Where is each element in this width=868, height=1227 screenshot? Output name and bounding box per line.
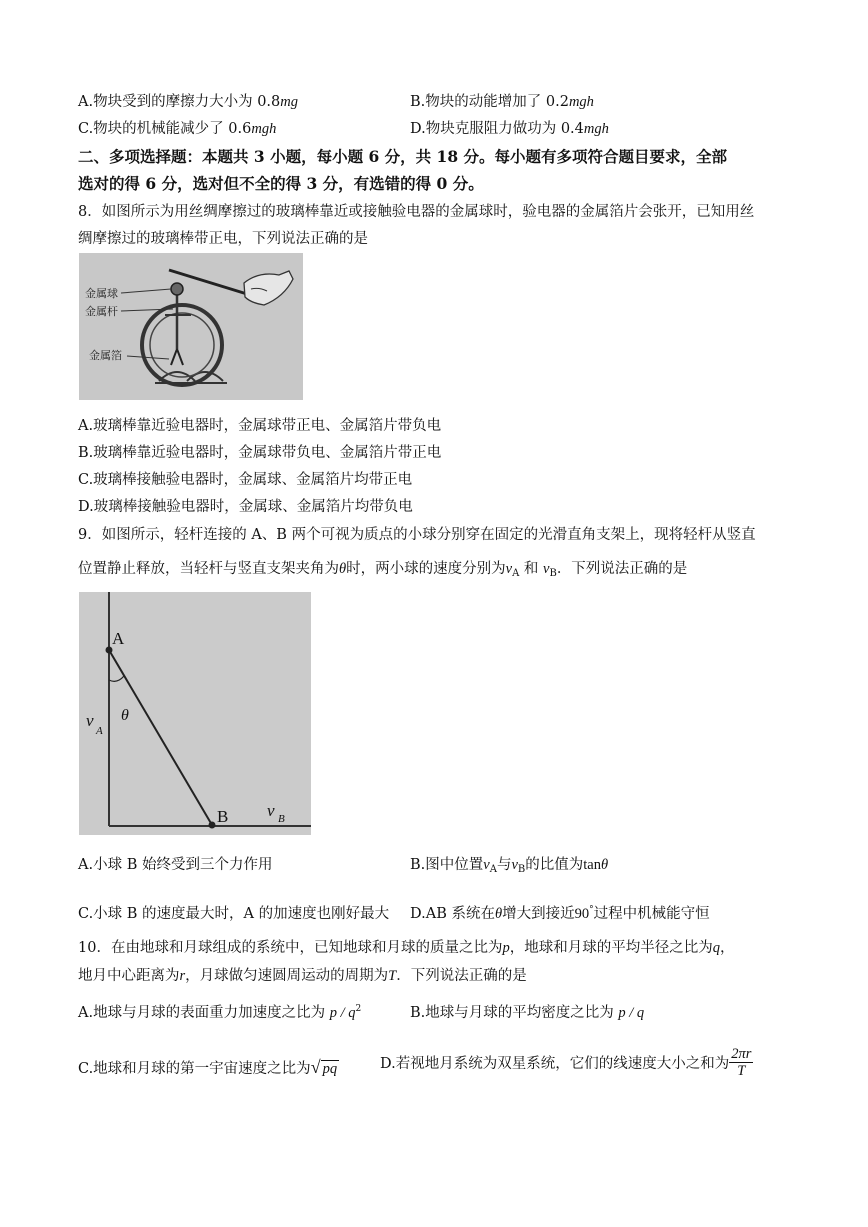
label-vb: v [267, 801, 275, 820]
q9-option-c: C.小球 B 的速度最大时，A 的加速度也刚好最大 [78, 906, 390, 922]
theta-symbol: θ [339, 561, 347, 577]
q10-stem-text-e: ．下列说法正确的是 [396, 968, 527, 984]
electroscope-drawing [79, 253, 303, 400]
q9-option-b-mid: 与 [496, 857, 512, 873]
p-symbol: p [502, 940, 510, 956]
q7-option-a-var: mg [280, 94, 298, 110]
q7-option-d [410, 117, 609, 138]
q10-stem-text-d: ，月球做匀速圆周运动的周期为 [185, 968, 389, 984]
q9-rod-figure [79, 592, 311, 835]
section2-heading-line1: 二、多项选择题：本题共 3 小题，每小题 6 分，共 18 分。每小题有多项符合题目要求，全部 [78, 147, 728, 166]
sub-b: B [517, 864, 526, 875]
v-symbol: v [511, 857, 518, 873]
q10-stem-text-b: ，地球和月球的平均半径之比为 [509, 940, 713, 956]
and-text: 和 [519, 561, 544, 577]
q10-option-a-exp: 2 [355, 1004, 362, 1015]
q9-option-b [410, 853, 608, 875]
q7-option-c-text: C.物块的机械能减少了 0.6 [78, 121, 252, 137]
theta-symbol: θ [494, 906, 503, 922]
q8-stem-line1: 8．如图所示为用丝绸摩擦过的玻璃棒靠近或接触验电器的金属球时，验电器的金属箔片会张开，已知用丝 [78, 204, 755, 220]
q10-stem-text-c: 地月中心距离为 [78, 968, 180, 984]
fraction-denominator: T [737, 1063, 746, 1079]
q10-option-a-expr: p / q [329, 1005, 356, 1021]
q10-option-d-text: D.若视地月系统为双星系统，它们的线速度大小之和为 [380, 1056, 730, 1072]
q8-option-d: D.玻璃棒接触验电器时，金属球、金属箔片均带负电 [78, 499, 413, 515]
v-symbol: v [483, 857, 490, 873]
t-symbol: T [388, 968, 397, 984]
sub-a: A [512, 568, 520, 579]
q9-option-b-suffix: 的比值为 [525, 857, 584, 873]
q8-electroscope-figure [79, 253, 303, 400]
q10-option-a [78, 1001, 361, 1022]
q-symbol: q [712, 940, 720, 956]
label-a: A [112, 629, 125, 648]
label-metal-rod: 金属杆 [85, 305, 118, 318]
q7-option-d-text: D.物块克服阻力做功为 0.4 [410, 121, 584, 137]
v-symbol: v [505, 561, 513, 577]
q7-option-b [410, 90, 594, 111]
q7-option-c [78, 117, 276, 138]
q9-stem-text-a: 位置静止释放，当轻杆与竖直支架夹角为 [78, 561, 339, 577]
label-metal-ball: 金属球 [85, 287, 118, 300]
q9-stem-text-b: 时，两小球的速度分别为 [346, 561, 506, 577]
label-vb-sub: B [278, 813, 285, 825]
q7-option-b-var: mgh [568, 94, 594, 110]
q9-option-d-mid: 增大到接近 [502, 906, 575, 922]
q10-option-a-text: A.地球与月球的表面重力加速度之比为 [78, 1005, 326, 1021]
theta-symbol: θ [600, 857, 609, 873]
q9-option-d-text: D.AB 系统在 [410, 906, 495, 922]
q9-option-b-text: B.图中位置 [410, 857, 484, 873]
q10-option-d [380, 1046, 753, 1079]
q10-option-b-expr: p / q [618, 1005, 645, 1021]
q10-option-c-expr: pq [322, 1061, 338, 1077]
q10-option-d-fraction [729, 1046, 753, 1079]
q9-stem-line1: 9．如图所示，轻杆连接的 A、B 两个可视为质点的小球分别穿在固定的光滑直角支架上，现将轻杆从竖直 [78, 527, 756, 543]
q10-stem-text-a: 10．在由地球和月球组成的系统中，已知地球和月球的质量之比为 [78, 940, 503, 956]
q7-option-c-var: mgh [251, 121, 277, 137]
rod-drawing [79, 592, 311, 835]
q10-stem-line1 [78, 936, 734, 957]
q8-option-c: C.玻璃棒接触验电器时，金属球、金属箔片均带正电 [78, 472, 413, 488]
q10-stem-line2 [78, 964, 527, 985]
q8-option-b: B.玻璃棒靠近验电器时，金属球带负电、金属箔片带正电 [78, 445, 442, 461]
v-symbol: v [543, 561, 550, 577]
sub-b: B [549, 568, 557, 579]
label-b: B [217, 807, 229, 826]
q8-stem-line2: 绸摩擦过的玻璃棒带正电，下列说法正确的是 [78, 231, 368, 247]
label-va-sub: A [96, 725, 103, 737]
q9-option-d [410, 902, 710, 923]
label-theta: θ [121, 707, 129, 724]
q8-option-a: A.玻璃棒靠近验电器时，金属球带正电、金属箔片带负电 [78, 418, 442, 434]
q9-option-a: A.小球 B 始终受到三个力作用 [78, 857, 273, 873]
q10-option-c-text: C.地球和月球的第一宇宙速度之比为 [78, 1061, 311, 1077]
q10-option-b-text: B.地球与月球的平均密度之比为 [410, 1005, 614, 1021]
label-va: v [86, 711, 94, 730]
sub-a: A [489, 864, 497, 875]
q7-option-b-text: B.物块的动能增加了 0.2 [410, 94, 569, 110]
q7-option-a-text: A.物块受到的摩擦力大小为 0.8 [78, 94, 281, 110]
q9-stem-text-c: ．下列说法正确的是 [556, 561, 688, 577]
sqrt-sign: √ [310, 1057, 321, 1077]
section2-heading-line2: 选对的得 6 分，选对但不全的得 3 分，有选错的得 0 分。 [78, 174, 484, 193]
label-metal-foil: 金属箔 [89, 349, 122, 362]
degree-value: 90 [574, 906, 590, 922]
comma: ， [719, 940, 735, 956]
q10-option-b [410, 1001, 644, 1022]
tan-text: tan [583, 857, 601, 873]
degree-symbol: ° [589, 905, 594, 916]
q9-stem-line2 [78, 557, 687, 579]
q9-option-d-suffix: 过程中机械能守恒 [593, 906, 710, 922]
q7-option-a [78, 90, 298, 111]
q7-option-d-var: mgh [583, 121, 609, 137]
r-symbol: r [179, 968, 186, 984]
q10-option-c [78, 1057, 339, 1078]
fraction-numerator: 2πr [731, 1046, 752, 1062]
